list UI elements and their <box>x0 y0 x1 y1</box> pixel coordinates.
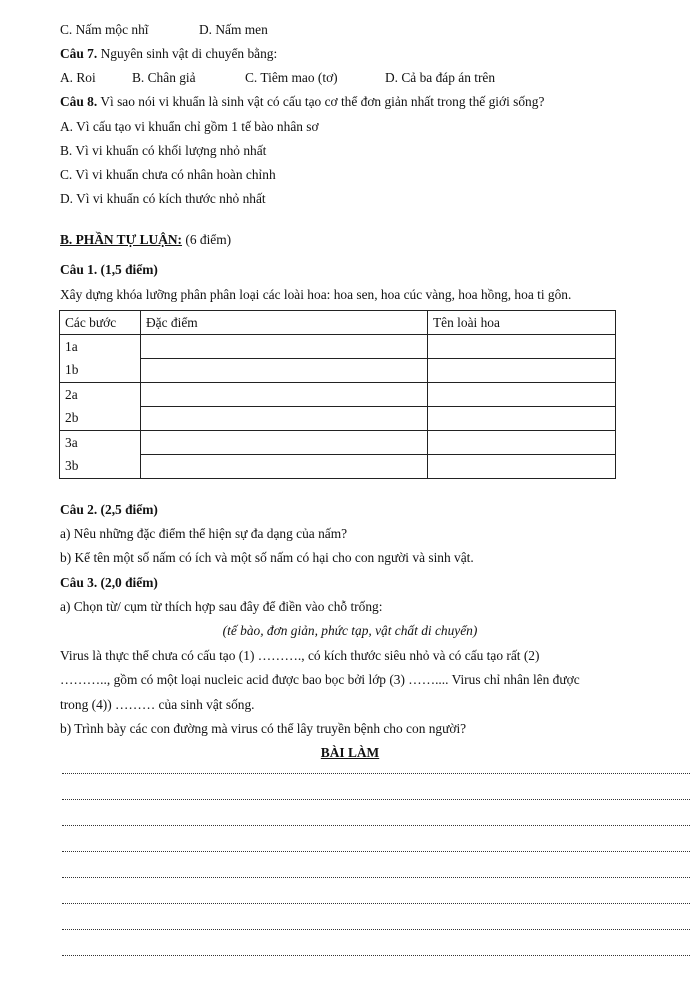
step-cell: 3a <box>60 431 141 455</box>
dichotomous-key-table <box>59 310 616 479</box>
table-row <box>60 407 616 431</box>
trait-cell[interactable] <box>141 383 428 407</box>
answer-line[interactable] <box>62 825 690 826</box>
table-row <box>60 431 616 455</box>
answer-line[interactable] <box>62 929 690 930</box>
essay3-fill-line-2: ……….., gồm có một loại nucleic acid được bao bọc bởi lớp (3) …….... Virus chỉ nhân lên được <box>60 672 580 687</box>
name-cell[interactable] <box>428 383 616 407</box>
trait-cell[interactable] <box>141 335 428 359</box>
essay3-fill-line-3: trong (4)) ……… của sinh vật sống. <box>60 697 255 712</box>
step-cell: 1b <box>60 359 141 383</box>
essay3-part-a: a) Chọn từ/ cụm từ thích hợp sau đây để điền vào chỗ trống: <box>60 599 383 614</box>
table-row <box>60 455 616 479</box>
table-row <box>60 359 616 383</box>
name-cell[interactable] <box>428 335 616 359</box>
table-row <box>60 335 616 359</box>
q8-option-a: A. Vì cấu tạo vi khuẩn chỉ gồm 1 tế bào nhân sơ <box>60 119 319 134</box>
step-cell: 2b <box>60 407 141 431</box>
table-header-row <box>60 311 616 335</box>
essay1-label: Câu 1. (1,5 điểm) <box>60 262 158 277</box>
q8-option-b: B. Vì vi khuẩn có khối lượng nhỏ nhất <box>60 143 267 158</box>
step-cell: 3b <box>60 455 141 479</box>
trait-cell[interactable] <box>141 359 428 383</box>
header-steps: Các bước <box>60 311 141 335</box>
essay3-fill-line-1: Virus là thực thể chưa có cấu tạo (1) ………., có kích thước siêu nhỏ và có cấu tạo rất (2) <box>60 648 540 663</box>
trait-cell[interactable] <box>141 431 428 455</box>
q7-question <box>60 46 277 62</box>
section-b-heading <box>60 232 231 248</box>
q7-option-a: A. Roi <box>60 70 96 85</box>
essay3-part-b: b) Trình bày các con đường mà virus có thể lây truyền bệnh cho con người? <box>60 721 467 736</box>
step-cell: 2a <box>60 383 141 407</box>
section-b-points: (6 điểm) <box>185 232 232 247</box>
answer-line[interactable] <box>62 799 690 800</box>
q6-option-c: C. Nấm mộc nhĩ <box>60 22 149 37</box>
header-traits: Đặc điểm <box>141 311 428 335</box>
answer-title: BÀI LÀM <box>320 745 380 760</box>
name-cell[interactable] <box>428 407 616 431</box>
q7-option-c: C. Tiêm mao (tơ) <box>245 70 338 85</box>
q6-option-d: D. Nấm men <box>199 22 268 37</box>
q7-option-b: B. Chân giả <box>132 70 196 85</box>
answer-line[interactable] <box>62 903 690 904</box>
answer-line[interactable] <box>62 955 690 956</box>
q8-question <box>60 94 544 110</box>
essay3-word-bank: (tế bào, đơn giản, phức tạp, vật chất di chuyển) <box>222 623 478 638</box>
name-cell[interactable] <box>428 431 616 455</box>
essay2-label: Câu 2. (2,5 điểm) <box>60 502 158 517</box>
header-flower-name: Tên loài hoa <box>428 311 616 335</box>
q8-option-d: D. Vì vi khuẩn có kích thước nhỏ nhất <box>60 191 266 206</box>
answer-line[interactable] <box>62 851 690 852</box>
name-cell[interactable] <box>428 359 616 383</box>
essay3-label: Câu 3. (2,0 điểm) <box>60 575 158 590</box>
q8-text: Vì sao nói vi khuẩn là sinh vật có cấu tạo cơ thể đơn giản nhất trong thế giới sống? <box>100 94 545 109</box>
trait-cell[interactable] <box>141 455 428 479</box>
name-cell[interactable] <box>428 455 616 479</box>
essay1-text: Xây dựng khóa lưỡng phân phân loại các loài hoa: hoa sen, hoa cúc vàng, hoa hồng, hoa ti gôn. <box>60 287 572 302</box>
step-cell: 1a <box>60 335 141 359</box>
q8-option-c: C. Vì vi khuẩn chưa có nhân hoàn chỉnh <box>60 167 276 182</box>
q7-option-d: D. Cả ba đáp án trên <box>385 70 496 85</box>
section-b-title: B. PHẦN TỰ LUẬN: <box>60 232 183 247</box>
answer-line[interactable] <box>62 877 690 878</box>
q7-label: Câu 7. <box>60 46 98 61</box>
q7-text: Nguyên sinh vật di chuyển bằng: <box>100 46 278 61</box>
essay2-part-b: b) Kể tên một số nấm có ích và một số nấm có hại cho con người và sinh vật. <box>60 550 474 565</box>
q8-label: Câu 8. <box>60 94 98 109</box>
trait-cell[interactable] <box>141 407 428 431</box>
answer-line[interactable] <box>62 773 690 774</box>
table-row <box>60 383 616 407</box>
essay2-part-a: a) Nêu những đặc điểm thể hiện sự đa dạng của nấm? <box>60 526 348 541</box>
